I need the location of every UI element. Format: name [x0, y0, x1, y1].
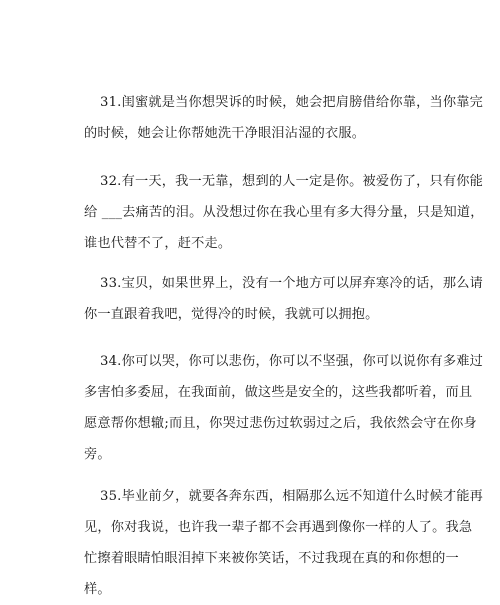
paragraph-34: 34.你可以哭，你可以悲伤，你可以不坚强，你可以说你有多难过多害怕多委屈，在我面前，做这些是安全的，这些我都听着，而且愿意帮你想辙;而且，你哭过悲伤过软弱过之后，我依然会守在你身旁。 — [84, 354, 484, 462]
paragraph-31: 31.闺蜜就是当你想哭诉的时候，她会把肩膀借给你靠，当你靠完的时候，她会让你帮她洗干净眼泪沾湿的衣服。 — [84, 95, 484, 141]
paragraph-32: 32.有一天，我一无靠，想到的人一定是你。被爱伤了，只有你能给 ___去痛苦的泪。从没想过你在我心里有多大得分量，只是知道，谁也代替不了，赶不走。 — [84, 174, 484, 251]
paragraph-35: 35.毕业前夕，就要各奔东西，相隔那么远不知道什么时候才能再见，你对我说，也许我一辈子都不会再遇到像你一样的人了。我急忙擦着眼睛怕眼泪掉下来被你笑话，不过我现在真的和你想的一样。 — [84, 489, 484, 597]
paragraph-33: 33.宝贝，如果世界上，没有一个地方可以屏弃寒冷的话，那么请你一直跟着我吧，觉得冷的时候，我就可以拥抱。 — [84, 276, 484, 322]
